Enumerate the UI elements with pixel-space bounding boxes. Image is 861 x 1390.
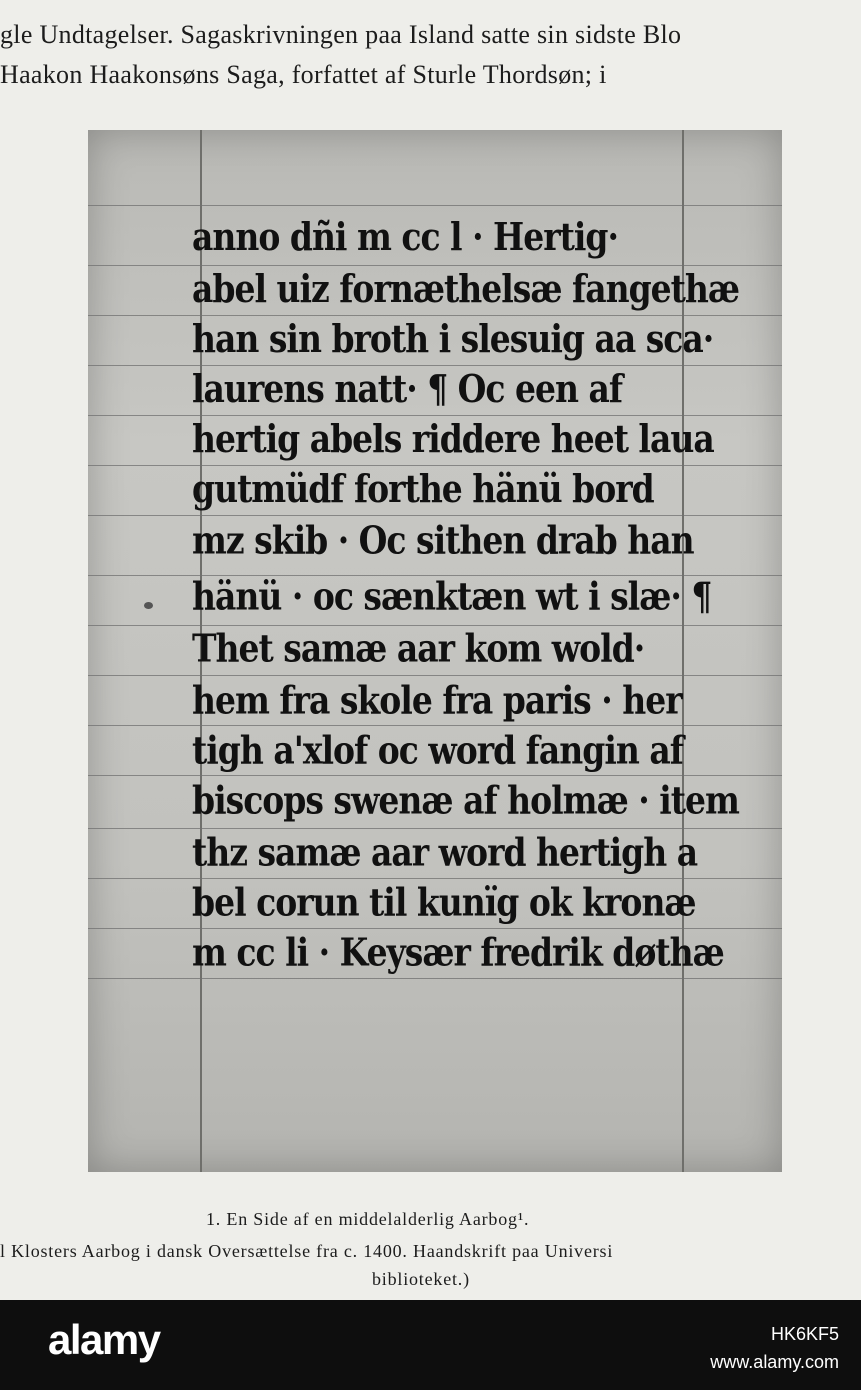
ruling-line: [88, 205, 782, 206]
stock-url: www.alamy.com: [710, 1352, 839, 1372]
manuscript-line: bel corun til kunïg ok kronæ: [192, 880, 696, 925]
manuscript-line: thz samæ aar word hertigh a: [192, 830, 698, 875]
figure-caption-title: 1. En Side af en middelalderlig Aarbog¹.: [206, 1209, 530, 1229]
alamy-logo: alamy: [48, 1316, 160, 1363]
manuscript-line: abel uiz fornæthelsæ fangethæ: [192, 266, 740, 311]
manuscript-line: han sin broth i slesuig aa sca·: [192, 316, 714, 361]
manuscript-line: hänü · oc sænktæn wt i slæ· ¶: [192, 574, 712, 619]
stock-watermark-bar: [0, 1300, 861, 1390]
figure-caption-line: l Klosters Aarbog i dansk Oversættelse fra c. 1400. Haandskrift paa Universi: [0, 1241, 614, 1261]
manuscript-line: laurens natt· ¶ Oc een af: [192, 366, 623, 411]
manuscript-line: biscops swenæ af holmæ · item: [192, 778, 739, 823]
manuscript-line: anno dñi m cc l · Hertig·: [192, 214, 618, 259]
manuscript-line: tigh a'xlof oc word fangin af: [192, 728, 683, 773]
figure-caption-line: biblioteket.): [372, 1269, 470, 1289]
body-text-line-2: Haakon Haakonsøns Saga, forfattet af Sturle Thordsøn; i: [0, 60, 607, 89]
manuscript-line: m cc li · Keysær fredrik døthæ: [192, 930, 724, 975]
manuscript-line: hertig abels riddere heet laua: [192, 416, 714, 461]
manuscript-line: Thet samæ aar kom wold·: [192, 626, 645, 671]
manuscript-line: gutmüdf forthe hänü bord: [192, 466, 654, 511]
manuscript-line: hem fra skole fra paris · her: [192, 678, 682, 723]
ink-speck: [144, 602, 153, 609]
manuscript-photo: [88, 130, 782, 1172]
body-text-line-1: gle Undtagelser. Sagaskrivningen paa Island satte sin sidste Blo: [0, 20, 682, 49]
image-id: HK6KF5: [770, 1324, 839, 1344]
manuscript-line: mz skib · Oc sithen drab han: [192, 518, 694, 563]
